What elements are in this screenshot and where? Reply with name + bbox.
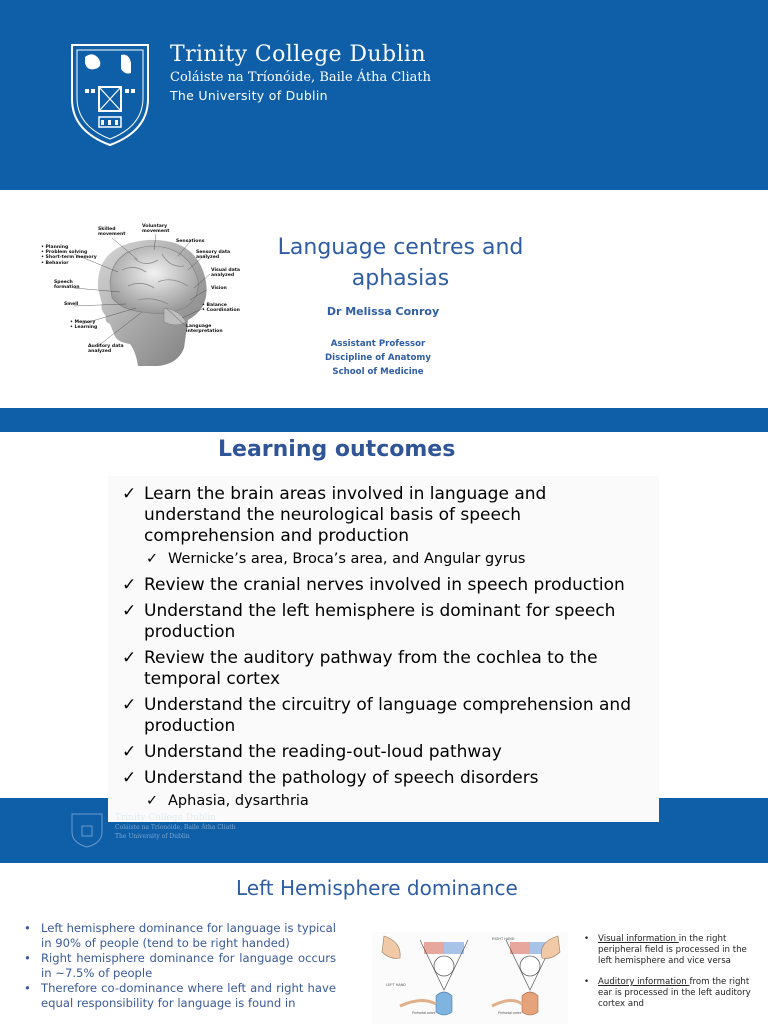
brain-label-visual: Visual data analyzed <box>211 268 241 279</box>
left-hand-label: LEFT HAND <box>386 983 406 987</box>
brain-label-language: Language interpretation <box>186 324 223 335</box>
outcome-item <box>122 695 654 737</box>
outcome-text: Understand the pathology of speech disorders <box>144 768 539 788</box>
prefrontal-right-label: Prefrontal cortex <box>498 1011 522 1015</box>
note-text: from the right ear is processed in the left auditory cortex and <box>598 977 751 1009</box>
outcome-text: temporal cortex <box>144 669 281 689</box>
brain-label-auditory: Auditory data analyzed <box>88 344 124 355</box>
author-position: Assistant Professor <box>330 339 426 349</box>
talk-title-line2: aphasias <box>351 266 450 291</box>
outcome-text: Review the cranial nerves involved in speech production <box>144 575 625 595</box>
check-icon: ✓ <box>146 551 159 567</box>
outcome-item <box>122 484 654 547</box>
brain-label-skilled: Skilled movement <box>98 227 126 238</box>
footer-tcd-name: Trinity College Dublin <box>115 813 217 823</box>
hemisphere-notes <box>584 934 754 1020</box>
prefrontal-left-label: Prefrontal cortex <box>412 1011 436 1015</box>
brain-label-sensations: Sensations <box>176 239 205 244</box>
talk-title-line1: Language centres and <box>277 235 524 260</box>
outcome-subitem <box>146 793 309 809</box>
outcome-subitem <box>146 551 525 567</box>
outcome-subtext: Aphasia, dysarthria <box>168 793 309 809</box>
bullet-item: • Therefore co-dominance where left and right have equal responsibility for language is found in <box>24 981 336 1011</box>
outcome-text: comprehension and production <box>144 526 410 546</box>
check-icon: ✓ <box>122 768 137 788</box>
note-underlined: Auditory information <box>598 977 690 987</box>
hemisphere-title: Left Hemisphere dominance <box>236 876 518 900</box>
check-icon: ✓ <box>122 742 137 762</box>
tcd-crest-logo-small <box>70 812 104 848</box>
outcome-text: Understand the circuitry of language comprehension and <box>144 695 631 715</box>
outcome-item <box>122 768 654 789</box>
brain-label-sensory: Sensory data analyzed <box>196 250 231 261</box>
institution-irish-name: Coláiste na Tríonóide, Baile Átha Cliath <box>170 70 432 85</box>
outcome-item <box>122 575 654 596</box>
brain-label-planning: • Planning • Problem solving • Short-term memory • Behavior <box>41 245 97 266</box>
right-hand-label: RIGHT HAND <box>492 937 515 941</box>
outcome-text: production <box>144 622 236 642</box>
brain-label-memory: • Memory • Learning <box>70 320 98 331</box>
outcome-text: Understand the reading-out-loud pathway <box>144 742 502 762</box>
check-icon: ✓ <box>122 601 137 621</box>
check-icon: ✓ <box>146 793 159 809</box>
brain-label-voluntary: Voluntary movement <box>142 224 170 235</box>
brain-label-vision: Vision <box>211 286 227 291</box>
institution-name: Trinity College Dublin <box>170 42 426 67</box>
brain-label-smell: Smell <box>64 302 79 307</box>
outcome-text: understand the neurological basis of speech <box>144 505 522 525</box>
outcome-subtext: Wernicke’s area, Broca’s area, and Angular gyrus <box>168 551 526 567</box>
note-item <box>584 934 754 967</box>
outcome-item <box>122 648 654 690</box>
bullet-item: • Left hemisphere dominance for language is typical in 90% of people (tend to be right handed) <box>24 921 336 951</box>
note-text: in the right peripheral field is processed in the left hemisphere and vice versa <box>598 934 747 966</box>
outcome-text: Learn the brain areas involved in language and <box>144 484 547 504</box>
outcome-text: Understand the left hemisphere is dominant for speech <box>144 601 616 621</box>
check-icon: ✓ <box>122 695 137 715</box>
outcome-text: Review the auditory pathway from the cochlea to the <box>144 648 598 668</box>
outcome-item <box>122 742 654 763</box>
hemisphere-bullets <box>24 921 336 1011</box>
author-school: School of Medicine <box>332 367 424 377</box>
talk-title <box>258 232 543 294</box>
institution-subtitle: The University of Dublin <box>170 88 328 103</box>
author-discipline: Discipline of Anatomy <box>325 353 431 363</box>
brain-label-balance: • Balance • Coordination <box>202 303 240 314</box>
footer-institution <box>115 814 235 841</box>
check-icon: ✓ <box>122 484 137 504</box>
outcome-text: production <box>144 716 236 736</box>
check-icon: ✓ <box>122 575 137 595</box>
check-icon: ✓ <box>122 648 137 668</box>
footer-tcd-sub: The University of Dublin <box>115 833 190 840</box>
outcome-item <box>122 601 654 643</box>
tcd-crest-logo <box>69 43 151 147</box>
learning-outcomes-title: Learning outcomes <box>218 437 456 462</box>
note-underlined: Visual information <box>598 934 679 944</box>
note-item <box>584 977 754 1010</box>
hemisphere-diagram <box>372 932 568 1024</box>
bullet-item: • Right hemisphere dominance for language occurs in ~7.5% of people <box>24 951 336 981</box>
brain-label-speech: Speech formation <box>54 280 80 291</box>
footer-tcd-irish: Coláiste na Tríonóide, Baile Átha Cliath <box>115 824 236 831</box>
author-name: Dr Melissa Conroy <box>326 305 440 318</box>
